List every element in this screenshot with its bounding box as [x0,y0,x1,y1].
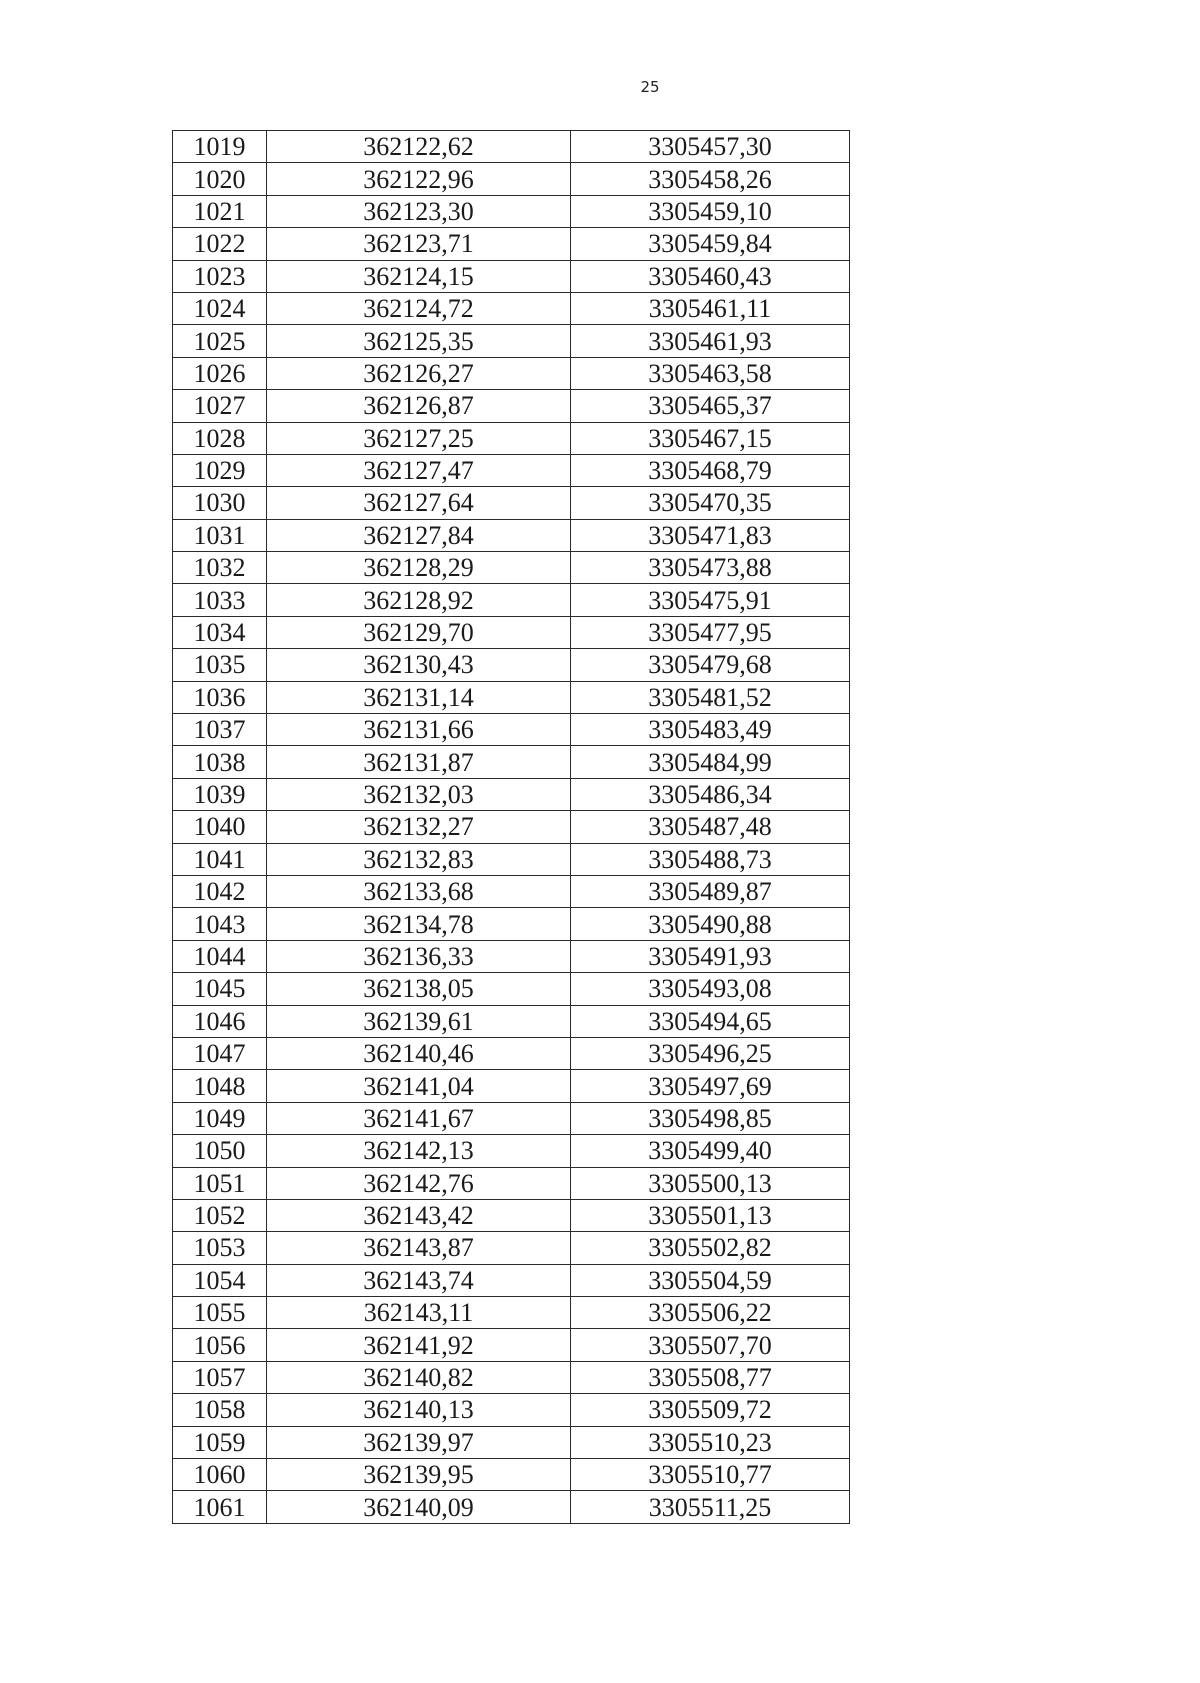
table-row [173,1167,850,1199]
y-coordinate-cell: 3305506,22 [571,1297,850,1329]
x-coordinate-cell: 362132,83 [267,843,571,875]
x-coordinate-cell: 362141,67 [267,1102,571,1134]
table-row [173,487,850,519]
table-row [173,1394,850,1426]
y-coordinate-cell: 3305501,13 [571,1199,850,1231]
point-number-cell: 1024 [173,292,267,324]
table-row [173,778,850,810]
point-number-cell: 1019 [173,131,267,163]
x-coordinate-cell: 362143,87 [267,1232,571,1264]
point-number-cell: 1057 [173,1361,267,1393]
point-number-cell: 1034 [173,616,267,648]
table-row [173,1426,850,1458]
table-row [173,1070,850,1102]
point-number-cell: 1052 [173,1199,267,1231]
y-coordinate-cell: 3305473,88 [571,552,850,584]
y-coordinate-cell: 3305460,43 [571,260,850,292]
x-coordinate-cell: 362140,09 [267,1491,571,1523]
x-coordinate-cell: 362122,96 [267,163,571,195]
point-number-cell: 1036 [173,681,267,713]
y-coordinate-cell: 3305491,93 [571,940,850,972]
point-number-cell: 1053 [173,1232,267,1264]
table-row [173,454,850,486]
x-coordinate-cell: 362141,04 [267,1070,571,1102]
point-number-cell: 1046 [173,1005,267,1037]
table-row [173,1297,850,1329]
point-number-cell: 1050 [173,1135,267,1167]
y-coordinate-cell: 3305477,95 [571,616,850,648]
x-coordinate-cell: 362133,68 [267,875,571,907]
y-coordinate-cell: 3305493,08 [571,973,850,1005]
x-coordinate-cell: 362139,95 [267,1459,571,1491]
table-row [173,1459,850,1491]
point-number-cell: 1054 [173,1264,267,1296]
y-coordinate-cell: 3305487,48 [571,811,850,843]
table-row [173,1329,850,1361]
x-coordinate-cell: 362124,72 [267,292,571,324]
point-number-cell: 1035 [173,649,267,681]
point-number-cell: 1037 [173,714,267,746]
y-coordinate-cell: 3305458,26 [571,163,850,195]
y-coordinate-cell: 3305488,73 [571,843,850,875]
x-coordinate-cell: 362128,92 [267,584,571,616]
table-row [173,519,850,551]
x-coordinate-cell: 362140,46 [267,1037,571,1069]
y-coordinate-cell: 3305486,34 [571,778,850,810]
y-coordinate-cell: 3305461,11 [571,292,850,324]
table-row [173,1361,850,1393]
y-coordinate-cell: 3305461,93 [571,325,850,357]
x-coordinate-cell: 362132,27 [267,811,571,843]
x-coordinate-cell: 362139,97 [267,1426,571,1458]
point-number-cell: 1047 [173,1037,267,1069]
coordinates-table [172,130,850,1524]
y-coordinate-cell: 3305498,85 [571,1102,850,1134]
table-row [173,260,850,292]
y-coordinate-cell: 3305500,13 [571,1167,850,1199]
x-coordinate-cell: 362123,71 [267,228,571,260]
point-number-cell: 1048 [173,1070,267,1102]
point-number-cell: 1033 [173,584,267,616]
x-coordinate-cell: 362123,30 [267,195,571,227]
table-row [173,163,850,195]
x-coordinate-cell: 362127,47 [267,454,571,486]
y-coordinate-cell: 3305484,99 [571,746,850,778]
point-number-cell: 1030 [173,487,267,519]
y-coordinate-cell: 3305468,79 [571,454,850,486]
table-row [173,714,850,746]
table-row [173,649,850,681]
point-number-cell: 1060 [173,1459,267,1491]
y-coordinate-cell: 3305509,72 [571,1394,850,1426]
x-coordinate-cell: 362140,82 [267,1361,571,1393]
x-coordinate-cell: 362126,87 [267,390,571,422]
x-coordinate-cell: 362134,78 [267,908,571,940]
x-coordinate-cell: 362131,66 [267,714,571,746]
x-coordinate-cell: 362140,13 [267,1394,571,1426]
table-row [173,811,850,843]
table-row [173,390,850,422]
point-number-cell: 1043 [173,908,267,940]
y-coordinate-cell: 3305459,10 [571,195,850,227]
x-coordinate-cell: 362143,42 [267,1199,571,1231]
y-coordinate-cell: 3305479,68 [571,649,850,681]
point-number-cell: 1061 [173,1491,267,1523]
y-coordinate-cell: 3305504,59 [571,1264,850,1296]
coordinates-table-body [173,131,850,1524]
table-row [173,357,850,389]
y-coordinate-cell: 3305489,87 [571,875,850,907]
point-number-cell: 1044 [173,940,267,972]
page-number: 25 [640,78,660,96]
x-coordinate-cell: 362136,33 [267,940,571,972]
table-row [173,843,850,875]
table-row [173,1491,850,1523]
point-number-cell: 1022 [173,228,267,260]
table-row [173,746,850,778]
point-number-cell: 1027 [173,390,267,422]
y-coordinate-cell: 3305510,77 [571,1459,850,1491]
table-row [173,973,850,1005]
point-number-cell: 1029 [173,454,267,486]
point-number-cell: 1058 [173,1394,267,1426]
point-number-cell: 1039 [173,778,267,810]
y-coordinate-cell: 3305510,23 [571,1426,850,1458]
x-coordinate-cell: 362124,15 [267,260,571,292]
x-coordinate-cell: 362141,92 [267,1329,571,1361]
point-number-cell: 1023 [173,260,267,292]
point-number-cell: 1059 [173,1426,267,1458]
point-number-cell: 1025 [173,325,267,357]
table-row [173,584,850,616]
x-coordinate-cell: 362127,64 [267,487,571,519]
x-coordinate-cell: 362143,74 [267,1264,571,1296]
table-row [173,1199,850,1231]
point-number-cell: 1045 [173,973,267,1005]
x-coordinate-cell: 362139,61 [267,1005,571,1037]
table-row [173,1232,850,1264]
point-number-cell: 1038 [173,746,267,778]
point-number-cell: 1041 [173,843,267,875]
point-number-cell: 1051 [173,1167,267,1199]
x-coordinate-cell: 362138,05 [267,973,571,1005]
x-coordinate-cell: 362131,87 [267,746,571,778]
table-row [173,422,850,454]
x-coordinate-cell: 362122,62 [267,131,571,163]
point-number-cell: 1020 [173,163,267,195]
point-number-cell: 1032 [173,552,267,584]
y-coordinate-cell: 3305497,69 [571,1070,850,1102]
x-coordinate-cell: 362128,29 [267,552,571,584]
x-coordinate-cell: 362142,76 [267,1167,571,1199]
y-coordinate-cell: 3305507,70 [571,1329,850,1361]
table-row [173,1264,850,1296]
point-number-cell: 1026 [173,357,267,389]
y-coordinate-cell: 3305508,77 [571,1361,850,1393]
x-coordinate-cell: 362125,35 [267,325,571,357]
x-coordinate-cell: 362127,84 [267,519,571,551]
y-coordinate-cell: 3305459,84 [571,228,850,260]
y-coordinate-cell: 3305463,58 [571,357,850,389]
point-number-cell: 1040 [173,811,267,843]
y-coordinate-cell: 3305465,37 [571,390,850,422]
y-coordinate-cell: 3305490,88 [571,908,850,940]
table-row [173,1102,850,1134]
y-coordinate-cell: 3305496,25 [571,1037,850,1069]
table-row [173,1037,850,1069]
x-coordinate-cell: 362131,14 [267,681,571,713]
table-row [173,681,850,713]
y-coordinate-cell: 3305467,15 [571,422,850,454]
table-row [173,292,850,324]
y-coordinate-cell: 3305475,91 [571,584,850,616]
table-row [173,940,850,972]
table-row [173,325,850,357]
table-row [173,1005,850,1037]
y-coordinate-cell: 3305499,40 [571,1135,850,1167]
y-coordinate-cell: 3305457,30 [571,131,850,163]
table-row [173,195,850,227]
table-row [173,552,850,584]
y-coordinate-cell: 3305471,83 [571,519,850,551]
table-row [173,131,850,163]
point-number-cell: 1056 [173,1329,267,1361]
table-row [173,875,850,907]
table-row [173,908,850,940]
x-coordinate-cell: 362129,70 [267,616,571,648]
point-number-cell: 1055 [173,1297,267,1329]
point-number-cell: 1028 [173,422,267,454]
x-coordinate-cell: 362126,27 [267,357,571,389]
x-coordinate-cell: 362132,03 [267,778,571,810]
point-number-cell: 1049 [173,1102,267,1134]
x-coordinate-cell: 362127,25 [267,422,571,454]
point-number-cell: 1031 [173,519,267,551]
table-row [173,1135,850,1167]
table-row [173,616,850,648]
table-row [173,228,850,260]
y-coordinate-cell: 3305511,25 [571,1491,850,1523]
y-coordinate-cell: 3305470,35 [571,487,850,519]
y-coordinate-cell: 3305502,82 [571,1232,850,1264]
x-coordinate-cell: 362142,13 [267,1135,571,1167]
x-coordinate-cell: 362143,11 [267,1297,571,1329]
point-number-cell: 1042 [173,875,267,907]
y-coordinate-cell: 3305483,49 [571,714,850,746]
point-number-cell: 1021 [173,195,267,227]
y-coordinate-cell: 3305494,65 [571,1005,850,1037]
y-coordinate-cell: 3305481,52 [571,681,850,713]
x-coordinate-cell: 362130,43 [267,649,571,681]
